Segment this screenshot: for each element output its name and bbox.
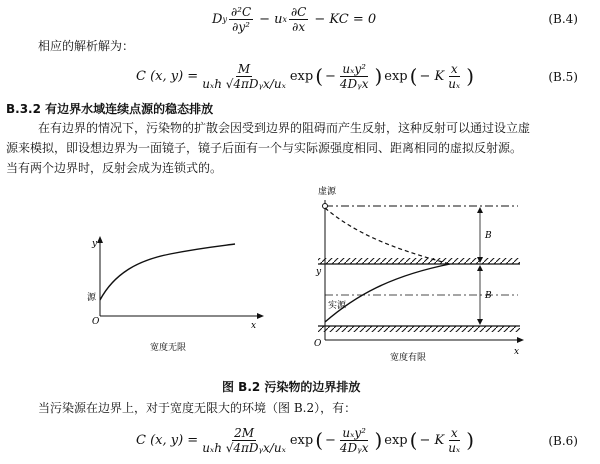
- real-source-label: 实源: [328, 301, 347, 311]
- eq-b4-d-sub: y: [222, 14, 227, 24]
- right-origin-label: O: [314, 339, 322, 349]
- left-y-label: y: [92, 239, 98, 249]
- right-y-label: y: [316, 267, 322, 277]
- solution-intro: 相应的解析解为：: [38, 39, 135, 53]
- bottom-paragraph: 当污染源在边界上，对于宽度无限大的环境（图 B.2），有：: [38, 401, 357, 415]
- eq-b4-d: D: [212, 11, 223, 27]
- eq-b6-number: (B.6): [548, 434, 578, 448]
- right-bottom-hatch: [318, 326, 520, 332]
- eq-b5-k-frac: $\frac{x}{\text{uₓ}}$: [448, 61, 461, 91]
- figure-right-finite-width: [310, 178, 545, 362]
- left-sublabel: 宽度无限: [150, 343, 187, 353]
- left-source-label: 源: [87, 293, 97, 303]
- eq-b6-main-frac: $\frac{2M}{\text{uₓh √4πDᵧx/uₓ}}$: [202, 425, 286, 455]
- b-bottom-arrow-up-icon: [477, 265, 483, 271]
- right-mid-hatch: [318, 258, 520, 264]
- eq-b4-frac2: $\frac{\partial C}{\partial x}$: [290, 4, 307, 34]
- virtual-source-label: 虚源: [318, 187, 337, 197]
- equation-b6: C (x, y) = $\frac{2M}{\text{uₓh √4πDᵧx/uₓ}}$ exp ( − $\frac{\text{uₓy²}}{\text{4Dᵧx}}$ ) exp ( − K $\frac{x}{\text{uₓ}}$ ): [136, 425, 475, 455]
- left-plume-curve: [100, 244, 235, 300]
- eq-b4-frac1: $\frac{\text{∂²C}}{\text{∂y²}}$: [230, 4, 252, 34]
- eq-b5-exp1-frac: $\frac{\text{uₓy²}}{\text{4Dᵧx}}$: [339, 61, 369, 91]
- right-sublabel: 宽度有限: [390, 353, 427, 362]
- left-origin-label: O: [92, 317, 100, 327]
- virtual-source-point: [323, 204, 328, 209]
- eq-b5-number: (B.5): [548, 70, 578, 84]
- right-x-arrow-icon: [517, 337, 524, 343]
- right-virtual-plume-curve: [325, 208, 450, 264]
- b-bottom-arrow-down-icon: [477, 319, 483, 325]
- eq-b6-k-frac: $\frac{x}{\text{uₓ}}$: [448, 425, 461, 455]
- left-x-arrow-icon: [257, 313, 264, 319]
- left-y-arrow-icon: [97, 236, 103, 243]
- b-bottom-label: B: [485, 291, 492, 301]
- eq-b6-exp1-frac: $\frac{\text{uₓy²}}{\text{4Dᵧx}}$: [339, 425, 369, 455]
- right-real-plume-curve: [325, 264, 450, 322]
- left-x-label: x: [251, 321, 257, 331]
- figure-left-infinite-width: [70, 232, 280, 362]
- paragraph-line-1: 在有边界的情况下，污染物的扩散会因受到边界的阻碍而产生反射，这种反射可以通过设立虚: [38, 121, 531, 135]
- b-top-label: B: [485, 231, 492, 241]
- equation-b4: D y $\frac{\text{∂²C}}{\text{∂y²}}$ − u x $\frac{\partial C}{\partial x}$ − KC = 0: [212, 4, 377, 34]
- section-heading: B.3.2 有边界水域连续点源的稳态排放: [6, 102, 214, 116]
- right-x-label: x: [514, 347, 520, 357]
- figure-caption: 图 B.2 污染物的边界排放: [222, 380, 361, 394]
- eq-b4-number: (B.4): [548, 12, 578, 26]
- paragraph-line-3: 当有两个边界时，反射会成为连锁式的。: [6, 161, 223, 175]
- b-top-arrow-up-icon: [477, 207, 483, 213]
- paragraph-line-2: 源来模拟，即设想边界为一面镜子，镜子后面有一个与实际源强度相同、距离相同的虚拟反射源。: [6, 141, 523, 155]
- equation-b5: C (x, y) = $\frac{M}{\text{uₓh √4πDᵧx/uₓ}}$ exp ( − $\frac{\text{uₓy²}}{\text{4Dᵧx}}$ ) exp ( − K $\frac{x}{\text{uₓ}}$ ): [136, 61, 475, 91]
- eq-b5-main-frac: $\frac{M}{\text{uₓh √4πDᵧx/uₓ}}$: [202, 61, 286, 91]
